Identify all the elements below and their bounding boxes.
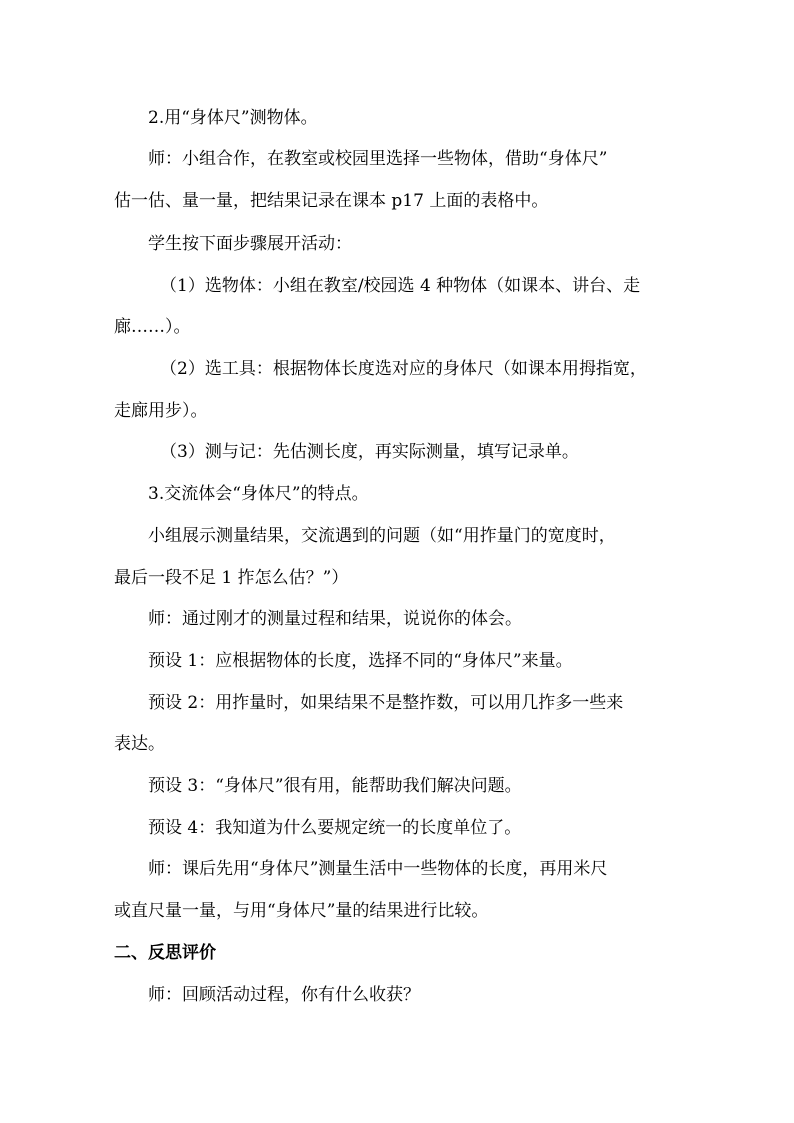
preset-1: 预设 1：应根据物体的长度，选择不同的“身体尺”来量。 [148,651,573,671]
preset-2: 预设 2：用拃量时，如果结果不是整拃数，可以用几拃多一些来 [148,693,624,713]
section-heading-reflection: 二、反思评价 [114,943,216,963]
teacher-instruction-continued: 估一估、量一量，把结果记录在课本 p17 上面的表格中。 [114,191,549,211]
activity-step-1: （1）选物体：小组在教室/校园选 4 种物体（如课本、讲台、走 [160,276,641,296]
teacher-instruction: 师：小组合作，在教室或校园里选择一些物体，借助“身体尺” [148,149,608,169]
step-heading-2: 2.用“身体尺”测物体。 [148,108,318,128]
activity-step-2: （2）选工具：根据物体长度选对应的身体尺（如课本用拇指宽， [160,359,647,379]
activity-step-3: （3）测与记：先估测长度，再实际测量，填写记录单。 [160,442,579,462]
student-activity-intro: 学生按下面步骤展开活动： [148,234,352,254]
preset-4: 预设 4：我知道为什么要规定统一的长度单位了。 [148,818,522,838]
homework-instruction: 师：课后先用“身体尺”测量生活中一些物体的长度，再用米尺 [148,859,608,879]
homework-instruction-continued: 或直尺量一量，与用“身体尺”量的结果进行比较。 [114,901,489,921]
activity-step-1-continued: 廊……）。 [114,317,191,337]
group-share-paragraph: 小组展示测量结果，交流遇到的问题（如“用拃量门的宽度时， [148,526,616,546]
teacher-review-question: 师：回顾活动过程，你有什么收获？ [148,985,420,1005]
preset-3: 预设 3：“身体尺”很有用，能帮助我们解决问题。 [148,776,522,796]
preset-2-continued: 表达。 [114,734,165,754]
activity-step-2-continued: 走廊用步）。 [114,401,208,421]
step-heading-3: 3.交流体会“身体尺”的特点。 [148,484,369,504]
teacher-reflection-prompt: 师：通过刚才的测量过程和结果，说说你的体会。 [148,609,522,629]
group-share-paragraph-continued: 最后一段不足 1 拃怎么估？”） [114,568,349,588]
